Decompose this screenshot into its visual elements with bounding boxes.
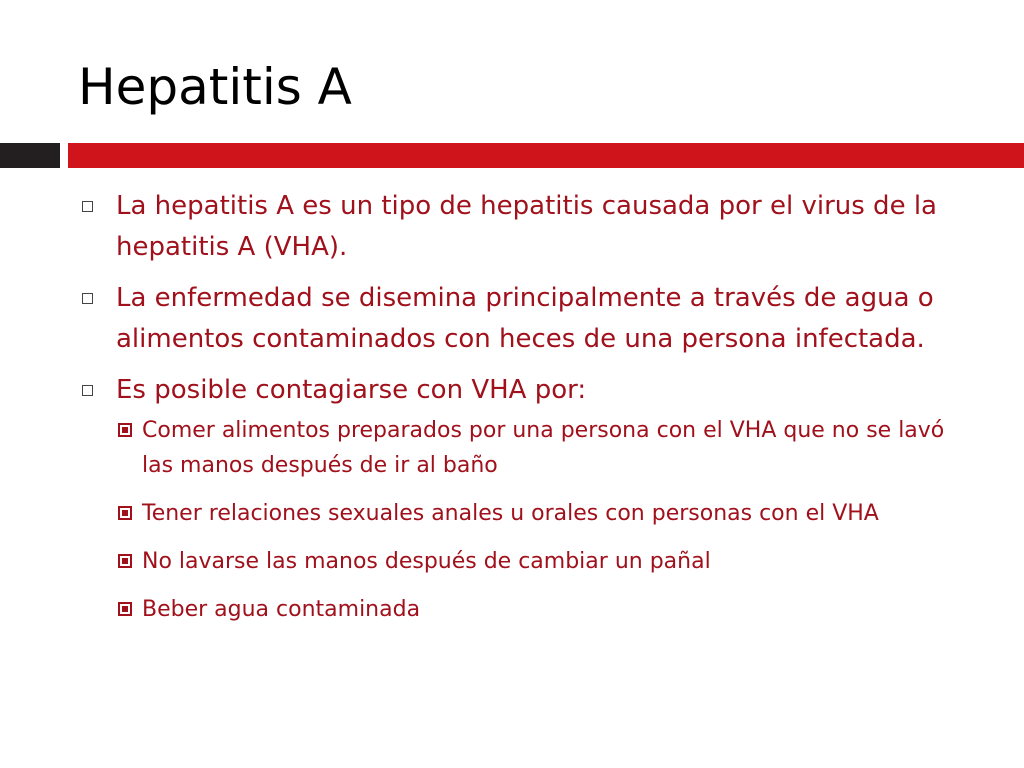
title-underline-dark-band bbox=[0, 143, 60, 168]
sub-bullet-item bbox=[108, 413, 976, 483]
bullet-item bbox=[76, 186, 976, 268]
sub-bullet-text: Beber agua contaminada bbox=[142, 597, 421, 622]
bullet-item bbox=[76, 278, 976, 360]
boxed-square-bullet-icon bbox=[118, 423, 132, 437]
bullet-text: La enfermedad se disemina principalmente a través de agua o alimentos contaminados con heces de una persona infectada. bbox=[116, 283, 934, 354]
hollow-square-bullet-icon bbox=[82, 201, 93, 212]
sub-bullet-list bbox=[108, 413, 976, 627]
boxed-square-bullet-icon bbox=[118, 602, 132, 616]
title-underline-red-band bbox=[68, 143, 1024, 168]
sub-bullet-text: Comer alimentos preparados por una persona con el VHA que no se lavó las manos después de ir al baño bbox=[142, 418, 945, 478]
sub-bullet-text: Tener relaciones sexuales anales u orales con personas con el VHA bbox=[142, 501, 879, 526]
slide-title: Hepatitis A bbox=[78, 58, 352, 116]
sub-bullet-text: No lavarse las manos después de cambiar un pañal bbox=[142, 549, 711, 574]
sub-bullet-item bbox=[108, 496, 976, 531]
boxed-square-bullet-icon bbox=[118, 506, 132, 520]
hollow-square-bullet-icon bbox=[82, 293, 93, 304]
hollow-square-bullet-icon bbox=[82, 385, 93, 396]
boxed-square-bullet-icon bbox=[118, 554, 132, 568]
sub-bullet-item bbox=[108, 592, 976, 627]
bullet-list bbox=[76, 186, 976, 640]
bullet-text: Es posible contagiarse con VHA por: bbox=[116, 375, 587, 405]
sub-bullet-item bbox=[108, 544, 976, 579]
bullet-item bbox=[76, 370, 976, 627]
bullet-text: La hepatitis A es un tipo de hepatitis causada por el virus de la hepatitis A (VHA). bbox=[116, 191, 937, 262]
